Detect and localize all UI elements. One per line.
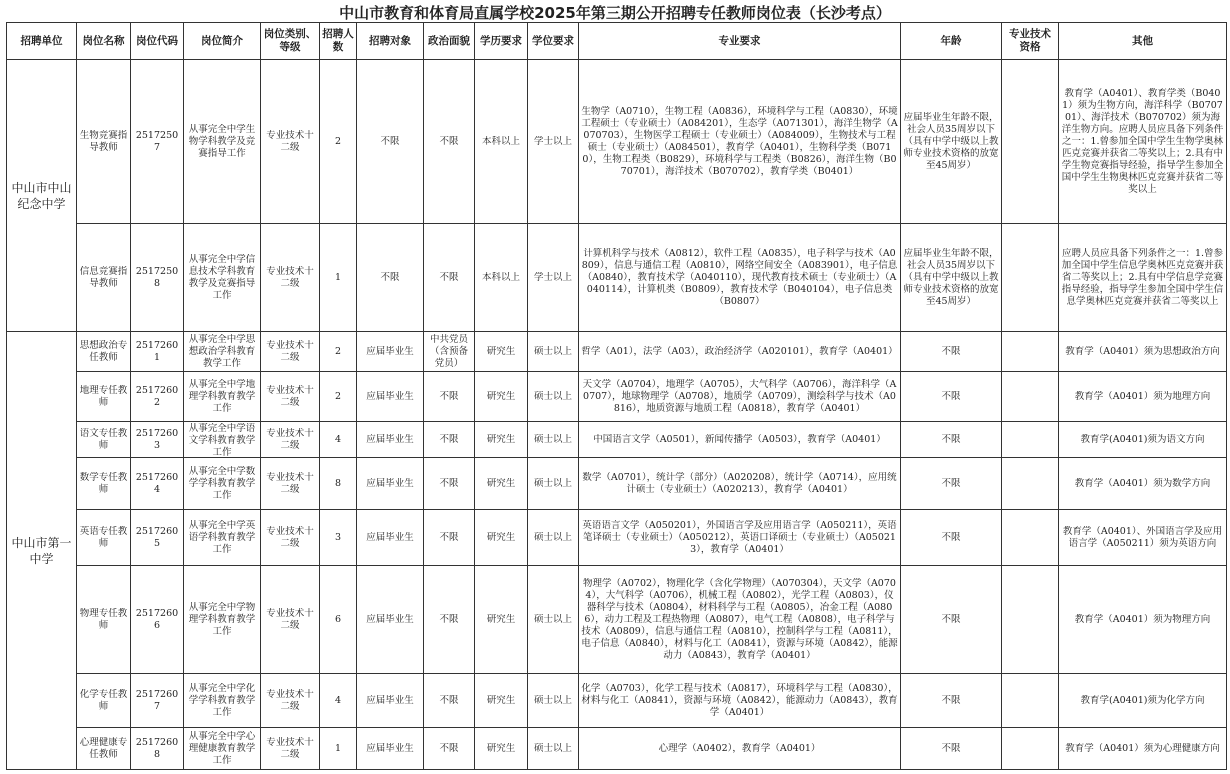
political-status-text: 不限 [439, 390, 459, 402]
position-category-text: 专业技术十二级 [266, 688, 314, 712]
position-category-text: 专业技术十二级 [266, 525, 314, 549]
header-cell: 政治面貌 [424, 23, 475, 60]
education-req [475, 728, 528, 770]
position-intro [184, 674, 261, 728]
position-category-text: 专业技术十二级 [266, 265, 314, 289]
hire-count-text: 1 [334, 271, 342, 283]
other-req-text: 教育学（A0401）须为思想政治方向 [1065, 345, 1220, 357]
header-cell: 专业要求 [579, 23, 901, 60]
major-req-text: 中国语言文学（A0501），新闻传播学（A0503），教育学（A0401） [593, 433, 886, 445]
hire-target-text: 应届毕业生 [366, 531, 414, 543]
hire-target [357, 566, 424, 674]
hire-count [320, 224, 357, 332]
other-req-text: 教育学(A0401)须为化学方向 [1080, 694, 1205, 706]
education-req [475, 458, 528, 510]
position-code-text: 25172606 [135, 607, 179, 631]
position-code-text: 25172602 [135, 384, 179, 408]
other-req-text: 教育学（A0401）须为地理方向 [1074, 390, 1211, 402]
degree-req [528, 60, 579, 224]
major-req-text: 数学（A0701），统计学（部分）（A020208），统计学（A0714），应用统计硕士（专业硕士）（A020213），教育学（A0401） [582, 471, 897, 495]
position-intro [184, 60, 261, 224]
position-intro [184, 728, 261, 770]
other-req-text: 教育学（A0401）、教育学类（B0401）须为生物方向，海洋科学（B070701）、海洋技术（B070702）须为海洋生物方向。应聘人员应具备下列条件之一：1.曾参加全国中学生生物学奥林匹克竞赛并获省二等奖以上；2.具有中学生物竞赛指导经验，指导学生参加全国中学生生物奥林匹克竞赛并获省二等奖以上 [1061, 87, 1224, 195]
position-code [131, 674, 184, 728]
age-req [901, 566, 1002, 674]
education-req-text: 研究生 [486, 742, 516, 754]
position-category-text: 专业技术十二级 [266, 427, 314, 451]
degree-req-text: 硕士以上 [533, 477, 572, 489]
position-category [261, 332, 320, 372]
hire-count [320, 458, 357, 510]
degree-req-text: 硕士以上 [533, 531, 572, 543]
degree-req-text: 硕士以上 [533, 345, 572, 357]
degree-req [528, 224, 579, 332]
other-req [1059, 674, 1227, 728]
table-row [7, 332, 1227, 372]
position-category-text: 专业技术十二级 [266, 129, 314, 153]
table-row [7, 566, 1227, 674]
degree-req-text: 硕士以上 [533, 694, 572, 706]
political-status [424, 566, 475, 674]
degree-req [528, 510, 579, 566]
hire-target-text: 应届毕业生 [366, 694, 414, 706]
age-req [901, 372, 1002, 422]
position-code [131, 224, 184, 332]
position-intro-text: 从事完全中学心理健康教育教学工作 [188, 730, 256, 766]
major-req [579, 566, 901, 674]
positions-table [6, 22, 1227, 770]
qualification [1002, 510, 1059, 566]
position-intro-text: 从事完全中学信息技术学科教育教学及竞赛指导工作 [188, 253, 256, 301]
political-status [424, 332, 475, 372]
table-row [7, 728, 1227, 770]
qualification [1002, 60, 1059, 224]
other-req-text: 教育学（A0401）须为数学方向 [1074, 477, 1211, 489]
position-category [261, 372, 320, 422]
qualification [1002, 224, 1059, 332]
qualification [1002, 372, 1059, 422]
major-req-text: 化学（A0703），化学工程与技术（A0817），环境科学与工程（A0830），材料与化工（A0841），资源与环境（A0842），能源动力（A0843），教育学（A0401） [581, 682, 898, 718]
position-name [77, 372, 131, 422]
header-cell: 专业技术资格 [1002, 23, 1059, 60]
position-name [77, 422, 131, 458]
other-req [1059, 422, 1227, 458]
position-intro [184, 566, 261, 674]
hire-count-text: 1 [334, 742, 342, 754]
other-req [1059, 458, 1227, 510]
position-name [77, 332, 131, 372]
education-req-text: 研究生 [486, 433, 516, 445]
age-req-text: 不限 [941, 531, 961, 543]
table-row [7, 422, 1227, 458]
political-status [424, 458, 475, 510]
table-row [7, 372, 1227, 422]
other-req-text: 教育学（A0401）、外国语言学及应用语言学（A050211）须为英语方向 [1062, 525, 1223, 549]
header-cell: 岗位名称 [77, 23, 131, 60]
position-code [131, 422, 184, 458]
other-req-text: 教育学(A0401)须为语文方向 [1080, 433, 1205, 445]
position-name [77, 728, 131, 770]
age-req [901, 422, 1002, 458]
degree-req-text: 硕士以上 [533, 742, 572, 754]
position-category-text: 专业技术十二级 [266, 736, 314, 760]
major-req-text: 物理学（A0702），物理化学（含化学物理）（A070304），天文学（A0704），大气科学（A0706），机械工程（A0802），光学工程（A0803），仪器科学与技术（A0804），材料科学与工程（A0805），冶金工程（A0806），动力工程及工程热物理（A0807），电气工程（A0808），电子科学与技术（A0809），信息与通信工程（A0810），控制科学与工程（A0811），电子信息（A0840），材料与化工（A0841），资源与环境（A0842），能源动力（A0843），教育学（A0401） [581, 577, 898, 661]
position-category-text: 专业技术十二级 [266, 607, 314, 631]
political-status-text: 不限 [439, 135, 459, 147]
degree-req-text: 学士以上 [533, 135, 572, 147]
hire-target [357, 224, 424, 332]
age-req-text: 不限 [941, 742, 961, 754]
position-intro-text: 从事完全中学生物学科教学及竞赛指导工作 [188, 123, 256, 159]
major-req [579, 674, 901, 728]
major-req-text: 哲学（A01），法学（A03），政治经济学（A020101），教育学（A0401） [581, 345, 898, 357]
hire-count [320, 674, 357, 728]
position-name-text: 物理专任教师 [79, 607, 128, 631]
hire-target [357, 510, 424, 566]
major-req [579, 60, 901, 224]
hire-count-text: 8 [334, 477, 342, 489]
age-req-text: 不限 [941, 694, 961, 706]
qualification [1002, 674, 1059, 728]
position-name-text: 地理专任教师 [79, 384, 128, 408]
hiring-unit: 中山市中山纪念中学 [7, 60, 77, 332]
age-req [901, 458, 1002, 510]
table-row [7, 60, 1227, 224]
hire-count-text: 2 [334, 390, 342, 402]
hire-count [320, 372, 357, 422]
hire-target [357, 458, 424, 510]
degree-req [528, 372, 579, 422]
position-code-text: 25172601 [135, 339, 179, 363]
hire-count [320, 422, 357, 458]
position-code [131, 372, 184, 422]
major-req-text: 心理学（A0402），教育学（A0401） [658, 742, 821, 754]
header-cell: 学历要求 [475, 23, 528, 60]
other-req [1059, 224, 1227, 332]
position-name [77, 566, 131, 674]
position-category-text: 专业技术十二级 [266, 471, 314, 495]
major-req-text: 英语语言文学（A050201），外国语言学及应用语言学（A050211），英语笔译硕士（专业硕士）（A050212），英语口译硕士（专业硕士）（A050213），教育学（A0401） [582, 519, 897, 555]
position-intro-text: 从事完全中学数学学科教育教学工作 [188, 465, 256, 501]
hire-target [357, 332, 424, 372]
hire-count [320, 566, 357, 674]
position-intro [184, 372, 261, 422]
political-status-text: 不限 [439, 531, 459, 543]
education-req [475, 224, 528, 332]
age-req-text: 不限 [941, 390, 961, 402]
table-row [7, 674, 1227, 728]
position-name-text: 英语专任教师 [79, 525, 128, 549]
hire-target [357, 422, 424, 458]
major-req-text: 计算机科学与技术（A0812），软件工程（A0835），电子科学与技术（A0809），信息与通信工程（A0810），网络空间安全（A083901），电子信息（A0840），教育技术学（A040110），现代教育技术硕士（专业硕士）（A040114），计算机类（B0809），教育技术学（B040104），电子信息类（B0807） [581, 247, 898, 307]
hire-target [357, 674, 424, 728]
qualification [1002, 728, 1059, 770]
age-req-text: 不限 [941, 477, 961, 489]
age-req-text: 应届毕业生年龄不限，社会人员35周岁以下（具有中学中级以上教师专业技术资格的放宽至45周岁） [903, 247, 999, 307]
position-intro [184, 458, 261, 510]
degree-req [528, 422, 579, 458]
header-cell: 岗位代码 [131, 23, 184, 60]
other-req [1059, 728, 1227, 770]
political-status-text: 不限 [439, 433, 459, 445]
position-name [77, 510, 131, 566]
age-req [901, 510, 1002, 566]
position-intro [184, 422, 261, 458]
position-code-text: 25172508 [135, 265, 179, 289]
age-req [901, 728, 1002, 770]
position-intro-text: 从事完全中学英语学科教育教学工作 [188, 519, 256, 555]
position-name [77, 458, 131, 510]
position-code [131, 728, 184, 770]
hire-target [357, 60, 424, 224]
position-category [261, 224, 320, 332]
age-req-text: 不限 [941, 345, 961, 357]
political-status [424, 728, 475, 770]
political-status [424, 372, 475, 422]
hire-count-text: 2 [334, 135, 342, 147]
hire-count [320, 728, 357, 770]
position-category-text: 专业技术十二级 [266, 384, 314, 408]
header-cell: 招聘单位 [7, 23, 77, 60]
position-category [261, 60, 320, 224]
political-status-text: 不限 [439, 477, 459, 489]
position-intro [184, 510, 261, 566]
hire-count-text: 4 [334, 694, 342, 706]
political-status [424, 422, 475, 458]
table-row [7, 510, 1227, 566]
education-req [475, 332, 528, 372]
position-code [131, 60, 184, 224]
hire-count [320, 510, 357, 566]
position-name [77, 60, 131, 224]
political-status [424, 510, 475, 566]
other-req [1059, 372, 1227, 422]
position-name [77, 224, 131, 332]
hire-target [357, 372, 424, 422]
age-req [901, 60, 1002, 224]
education-req-text: 研究生 [486, 531, 516, 543]
position-code-text: 25172507 [135, 129, 179, 153]
political-status-text: 不限 [439, 694, 459, 706]
header-cell: 招聘对象 [357, 23, 424, 60]
education-req-text: 研究生 [486, 477, 516, 489]
position-intro-text: 从事完全中学物理学科教育教学工作 [188, 601, 256, 637]
other-req-text: 教育学（A0401）须为心理健康方向 [1065, 742, 1220, 754]
header-cell: 学位要求 [528, 23, 579, 60]
political-status [424, 674, 475, 728]
position-name-text: 心理健康专任教师 [79, 736, 128, 760]
hire-count [320, 60, 357, 224]
hire-count-text: 6 [334, 613, 342, 625]
position-category [261, 422, 320, 458]
position-category-text: 专业技术十二级 [266, 339, 314, 363]
position-code-text: 25172608 [135, 736, 179, 760]
education-req [475, 422, 528, 458]
position-intro-text: 从事完全中学化学学科教育教学工作 [188, 682, 256, 718]
hire-target-text: 应届毕业生 [366, 613, 414, 625]
major-req [579, 372, 901, 422]
header-cell: 年龄 [901, 23, 1002, 60]
age-req [901, 224, 1002, 332]
political-status-text: 不限 [439, 271, 459, 283]
hire-target-text: 应届毕业生 [366, 390, 414, 402]
position-code-text: 25172604 [135, 471, 179, 495]
header-row [7, 23, 1227, 60]
hire-target [357, 728, 424, 770]
hire-target-text: 不限 [380, 135, 400, 147]
major-req [579, 728, 901, 770]
education-req [475, 372, 528, 422]
degree-req [528, 674, 579, 728]
position-intro-text: 从事完全中学思想政治学科教育教学工作 [188, 333, 256, 369]
hire-count-text: 3 [334, 531, 342, 543]
major-req [579, 422, 901, 458]
education-req-text: 研究生 [486, 613, 516, 625]
position-name-text: 语文专任教师 [79, 427, 128, 451]
position-category [261, 566, 320, 674]
position-name-text: 数学专任教师 [79, 471, 128, 495]
hiring-unit: 中山市第一中学 [7, 332, 77, 770]
political-status [424, 60, 475, 224]
major-req-text: 生物学（A0710），生物工程（A0836），环境科学与工程（A0830），环境工程硕士（专业硕士）（A084201），生态学（A071301），海洋生物学（A070703），生物医学工程硕士（专业硕士）（A084009），生物技术与工程硕士（专业硕士）（A084501），教育学（A0401），生物科学类（B0710），生物工程类（B0829），环境科学与工程类（B0826），海洋生物（B070701），海洋技术（B070702），教育学类（B0401） [581, 105, 898, 177]
position-code-text: 25172603 [135, 427, 179, 451]
qualification [1002, 566, 1059, 674]
header-cell: 招聘人数 [320, 23, 357, 60]
position-name-text: 生物竞赛指导教师 [79, 129, 128, 153]
education-req [475, 60, 528, 224]
position-intro [184, 224, 261, 332]
age-req-text: 不限 [941, 433, 961, 445]
degree-req [528, 458, 579, 510]
major-req [579, 510, 901, 566]
position-category [261, 674, 320, 728]
position-code [131, 566, 184, 674]
position-category [261, 458, 320, 510]
degree-req-text: 硕士以上 [533, 613, 572, 625]
age-req-text: 应届毕业生年龄不限，社会人员35周岁以下（具有中学中级以上教师专业技术资格的放宽至45周岁） [903, 111, 999, 171]
other-req [1059, 566, 1227, 674]
education-req-text: 本科以上 [481, 271, 520, 283]
position-name-text: 思想政治专任教师 [79, 339, 128, 363]
position-name [77, 674, 131, 728]
position-category [261, 728, 320, 770]
hire-count-text: 2 [334, 345, 342, 357]
political-status-text: 不限 [439, 742, 459, 754]
education-req [475, 674, 528, 728]
education-req [475, 510, 528, 566]
political-status-text: 中共党员（含预备党员） [429, 333, 468, 369]
table-row [7, 458, 1227, 510]
position-name-text: 信息竞赛指导教师 [79, 265, 128, 289]
other-req-text: 应聘人员应具备下列条件之一：1.曾参加全国中学生信息学奥林匹克竞赛并获省二等奖以上；2.具有中学信息学竞赛指导经验，指导学生参加全国中学生信息学奥林匹克竞赛并获省二等奖以上 [1061, 247, 1224, 307]
other-req [1059, 332, 1227, 372]
age-req [901, 674, 1002, 728]
position-code-text: 25172605 [135, 525, 179, 549]
major-req [579, 332, 901, 372]
political-status-text: 不限 [439, 613, 459, 625]
position-code [131, 458, 184, 510]
age-req-text: 不限 [941, 613, 961, 625]
age-req [901, 332, 1002, 372]
position-intro [184, 332, 261, 372]
position-name-text: 化学专任教师 [79, 688, 128, 712]
hire-count-text: 4 [334, 433, 342, 445]
hire-target-text: 应届毕业生 [366, 742, 414, 754]
degree-req-text: 硕士以上 [533, 390, 572, 402]
major-req-text: 天文学（A0704），地理学（A0705），大气科学（A0706），海洋科学（A0707），地球物理学（A0708），地质学（A0709），测绘科学与技术（A0816），地质资源与地质工程（A0818），教育学（A0401） [582, 378, 897, 414]
header-cell: 岗位类别、等级 [261, 23, 320, 60]
header-cell: 岗位简介 [184, 23, 261, 60]
other-req [1059, 510, 1227, 566]
education-req [475, 566, 528, 674]
degree-req-text: 学士以上 [533, 271, 572, 283]
position-category [261, 510, 320, 566]
position-code [131, 332, 184, 372]
position-intro-text: 从事完全中学语文学科教育教学工作 [188, 422, 256, 457]
position-code-text: 25172607 [135, 688, 179, 712]
degree-req [528, 332, 579, 372]
other-req-text: 教育学（A0401）须为物理方向 [1074, 613, 1211, 625]
degree-req-text: 硕士以上 [533, 433, 572, 445]
political-status [424, 224, 475, 332]
education-req-text: 研究生 [486, 390, 516, 402]
other-req [1059, 60, 1227, 224]
position-intro-text: 从事完全中学地理学科教育教学工作 [188, 378, 256, 414]
hire-target-text: 应届毕业生 [366, 433, 414, 445]
hire-target-text: 应届毕业生 [366, 477, 414, 489]
hire-count [320, 332, 357, 372]
header-cell: 其他 [1059, 23, 1227, 60]
education-req-text: 研究生 [486, 694, 516, 706]
degree-req [528, 566, 579, 674]
table-row [7, 224, 1227, 332]
major-req [579, 224, 901, 332]
qualification [1002, 332, 1059, 372]
page-title: 中山市教育和体育局直属学校2025年第三期公开招聘专任教师岗位表（长沙考点） [339, 4, 891, 22]
position-code [131, 510, 184, 566]
hire-target-text: 不限 [380, 271, 400, 283]
education-req-text: 研究生 [486, 345, 516, 357]
hire-target-text: 应届毕业生 [366, 345, 414, 357]
education-req-text: 本科以上 [481, 135, 520, 147]
degree-req [528, 728, 579, 770]
major-req [579, 458, 901, 510]
qualification [1002, 458, 1059, 510]
qualification [1002, 422, 1059, 458]
